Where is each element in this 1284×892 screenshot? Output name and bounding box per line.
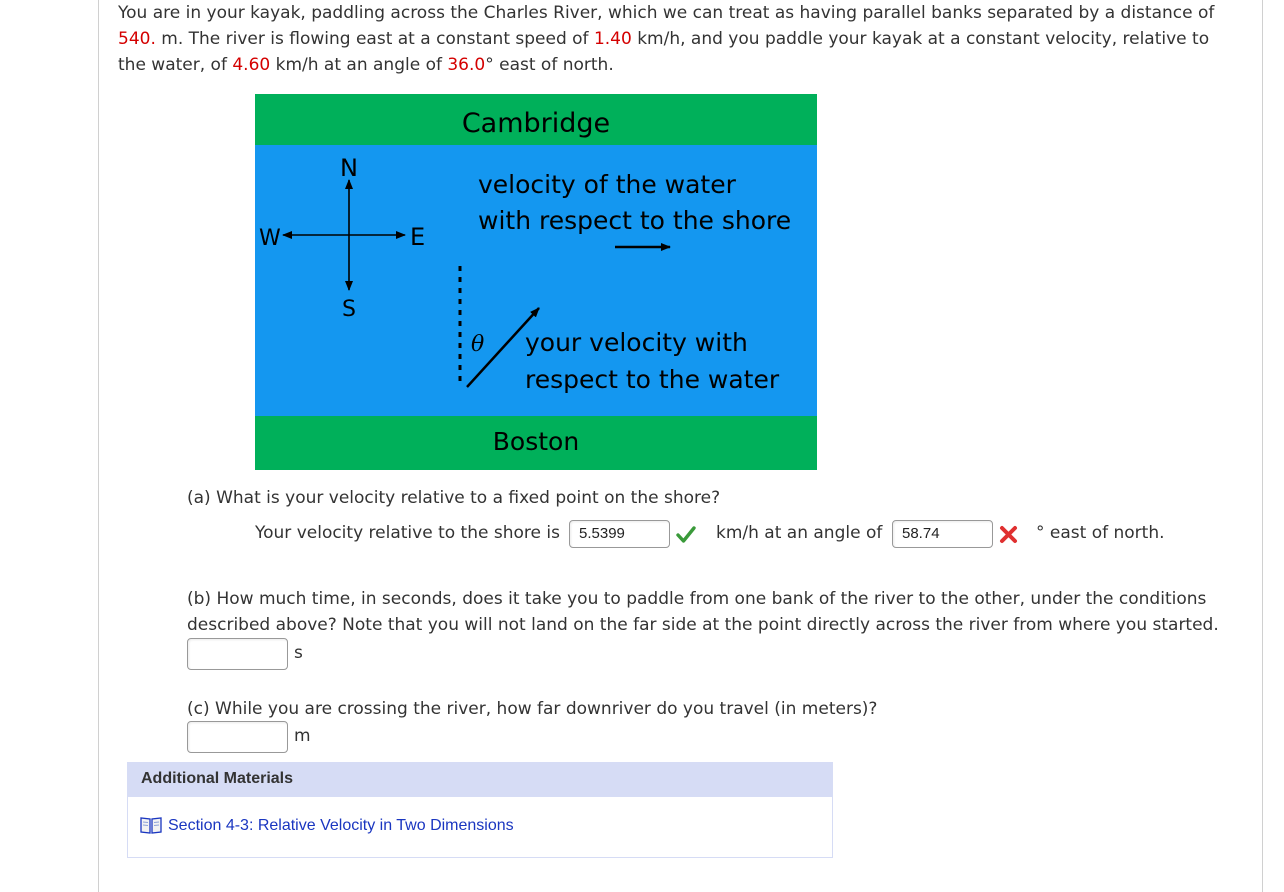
compass-west-label: W [259,226,281,251]
part-b-question-line2: described above? Note that you will not land on the far side at the point directly across the river from where you started. [187,615,1219,635]
compass-north-label: N [340,154,358,182]
kayak-velocity-label-line1: your velocity with [525,328,748,357]
river-diagram [255,94,817,470]
problem-statement: You are in your kayak, paddling across the Charles River, which we can treat as having parallel banks separated by a distance of 540. m. The river is flowing east at a constant speed of 1.40 km/h, and you paddle your kayak at a constant velocity, relative to the water, of 4.60 km/h at an angle of 36.0° east of north. [118,3,1215,75]
north-bank-label: Cambridge [461,108,611,139]
correct-checkmark-icon [676,526,696,544]
part-c-unit: m [294,726,311,746]
water-velocity-label-line1: velocity of the water [478,170,736,199]
kayak-velocity-label-line2: respect to the water [525,365,780,394]
paddle-speed-value: 4.60 [232,55,271,75]
south-bank-label: Boston [492,427,580,456]
part-a-question: (a) What is your velocity relative to a fixed point on the shore? [187,488,721,508]
theta-label: θ [471,332,485,357]
part-a-angle-input[interactable]: 58.74 [892,520,993,548]
compass-south-label: S [342,297,356,322]
river-width-value: 540. [118,29,156,49]
incorrect-x-icon [999,525,1018,544]
compass-east-label: E [410,223,426,251]
water-velocity-label-line2: with respect to the shore [478,206,792,235]
part-c-question: (c) While you are crossing the river, how far downriver do you travel (in meters)? [187,699,878,719]
content-right-border [1262,0,1263,892]
river-speed-value: 1.40 [593,29,632,49]
book-icon [140,815,162,835]
part-a-prefix: Your velocity relative to the shore is [255,523,560,543]
part-b-unit: s [294,643,303,663]
part-a-speed-input[interactable]: 5.5399 [569,520,670,548]
paddle-angle-value: 36.0 [447,55,486,75]
section-4-3-link[interactable]: Section 4-3: Relative Velocity in Two Dimensions [168,817,514,834]
content-left-border [98,0,99,892]
part-c-distance-input[interactable] [187,721,288,753]
part-b-question-line1: (b) How much time, in seconds, does it take you to paddle from one bank of the river to the other, under the conditions [187,589,1207,609]
part-a-speed-unit: km/h at an angle of [716,523,883,543]
part-b-time-input[interactable] [187,638,288,670]
additional-materials-header: Additional Materials [127,762,833,796]
part-a-angle-unit: ° east of north. [1036,523,1165,543]
